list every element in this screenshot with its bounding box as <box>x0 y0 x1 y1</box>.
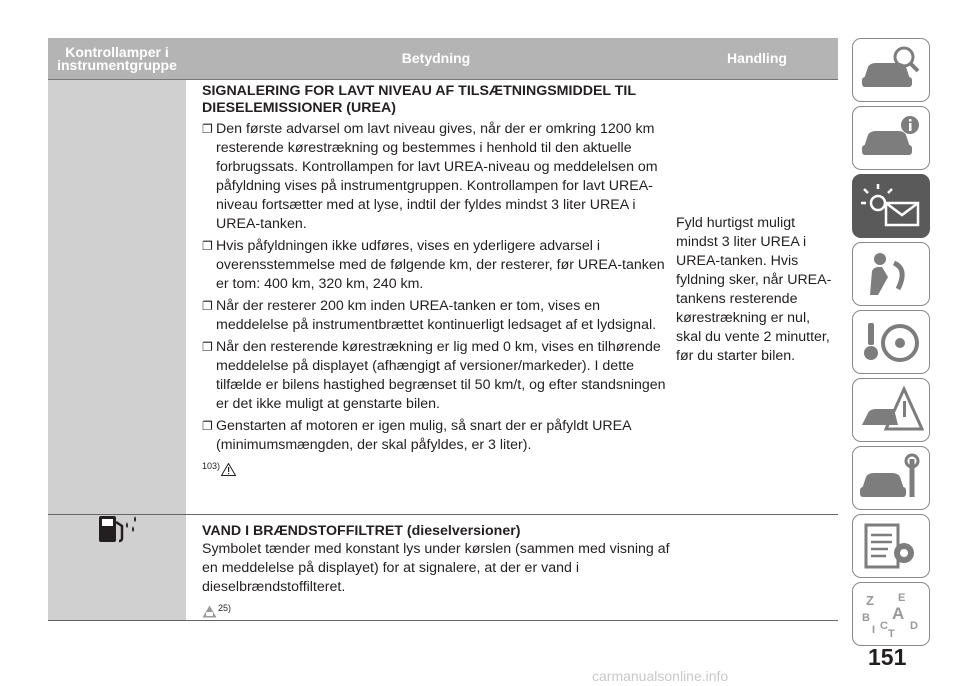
note-reference[interactable]: 25) <box>202 599 231 618</box>
warning-light-message-icon <box>858 181 924 231</box>
tab-warning-lights[interactable] <box>852 174 930 238</box>
alphabetical-index-icon <box>858 589 924 639</box>
table-header <box>48 38 838 80</box>
list-item: ❐ Når den resterende kørestrækning er lig med 0 km, vises en tilhørende meddelelse på displayet (afhængigt af versioner/markeder). I dette tilfælde er bilens hastighed begrænset til 50 km/t, og efter standsningen er det ikke muligt at genstarte bilen. <box>202 339 666 412</box>
car-search-icon <box>858 45 924 95</box>
tab-specifications[interactable] <box>852 514 930 578</box>
water-in-fuel-text: Symbolet tænder med konstant lys under kørslen (sammen med visning af en meddelelse på displayet) for at signalere, at der er vand i dieselbrændstoffilteret. <box>202 541 670 595</box>
svg-text:T: T <box>888 628 895 639</box>
urea-section-title: SIGNALERING FOR LAVT NIVEAU AF TILSÆTNINGSMIDDEL TIL DIESELEMISSIONER (UREA) <box>202 83 636 116</box>
checkbox-bullet-icon: ❐ <box>202 340 213 354</box>
page-number: 151 <box>868 644 907 670</box>
tab-car-search[interactable] <box>852 38 930 102</box>
checkbox-bullet-icon: ❐ <box>202 122 213 136</box>
svg-text:Z: Z <box>866 593 874 608</box>
header-warning-lights: Kontrollamper i instrumentgruppe <box>57 43 177 73</box>
checkbox-bullet-icon: ❐ <box>202 239 213 253</box>
car-wrench-icon <box>858 453 924 503</box>
svg-text:I: I <box>872 624 876 636</box>
svg-text:D: D <box>910 620 918 632</box>
list-item: ❐ Den første advarsel om lavt niveau gives, når der er omkring 1200 km resterende kørestrækning og bestemmes i henhold til den aktuelle forbrugssats. Kontrollampen for lavt UREA-niveau og meddelelsen om påfyldning vises på instrumentgruppen. Kontrollampen for lavt UREA-niveau fortsætter med at lyse, indtil der fyldes mindst 3 liter UREA i UREA-tanken. <box>202 121 658 232</box>
row1-meaning-cell <box>202 83 667 476</box>
warning-reference[interactable]: 103) <box>202 457 236 476</box>
list-item: ❐ Hvis påfyldningen ikke udføres, vises en yderligere advarsel i overensstemmelse med de følgende km, der resterer, før UREA-tanken er tom: 400 km, 320 km, 240 km. <box>202 238 665 292</box>
checkbox-bullet-icon: ❐ <box>202 299 213 313</box>
list-item: ❐ Genstarten af motoren er igen mulig, så snart der er påfyldt UREA (minimumsmængden, der skal påfyldes, er 3 liter). <box>202 418 631 453</box>
tab-starting-driving[interactable] <box>852 310 930 374</box>
tab-index[interactable] <box>852 582 930 646</box>
row2-meaning-cell <box>202 523 672 624</box>
water-in-fuel-icon <box>95 508 145 558</box>
checkbox-bullet-icon: ❐ <box>202 419 213 433</box>
row-divider <box>48 620 838 621</box>
row1-icon-cell <box>48 80 186 514</box>
svg-text:E: E <box>898 592 906 604</box>
water-in-fuel-title: VAND I BRÆNDSTOFFILTRET (dieselversioner) <box>202 523 521 539</box>
urea-bullet-list <box>202 120 667 455</box>
svg-text:B: B <box>862 612 870 624</box>
specifications-gear-icon <box>858 521 924 571</box>
tab-safety[interactable] <box>852 242 930 306</box>
svg-text:A: A <box>892 604 905 623</box>
tab-emergency[interactable] <box>852 378 930 442</box>
list-item: ❐ Når der resterer 200 km inden UREA-tanken er tom, vises en meddelelse på instrumentbrættet kontinuerligt ledsaget af et lydsignal. <box>202 298 657 333</box>
info-symbol-icon <box>202 605 217 618</box>
tab-car-info[interactable] <box>852 106 930 170</box>
seatbelt-airbag-icon <box>858 249 924 299</box>
header-meaning: Betydning <box>401 50 471 66</box>
warning-triangle-icon <box>221 463 236 476</box>
watermark: carmanualsonline.info <box>592 668 729 684</box>
emergency-triangle-icon <box>858 385 924 435</box>
tab-maintenance[interactable] <box>852 446 930 510</box>
row1-action-cell: Fyld hurtigst muligt mindst 3 liter UREA i UREA-tanken. Hvis fyldning sker, når UREA-tankens resterende kørestrækning er nul, skal du vente 2 minutter, før du starter bilen. <box>676 215 832 364</box>
car-info-icon <box>858 113 924 163</box>
svg-text:C: C <box>880 620 888 632</box>
key-steering-wheel-icon <box>858 317 924 367</box>
header-action: Handling <box>727 50 787 66</box>
